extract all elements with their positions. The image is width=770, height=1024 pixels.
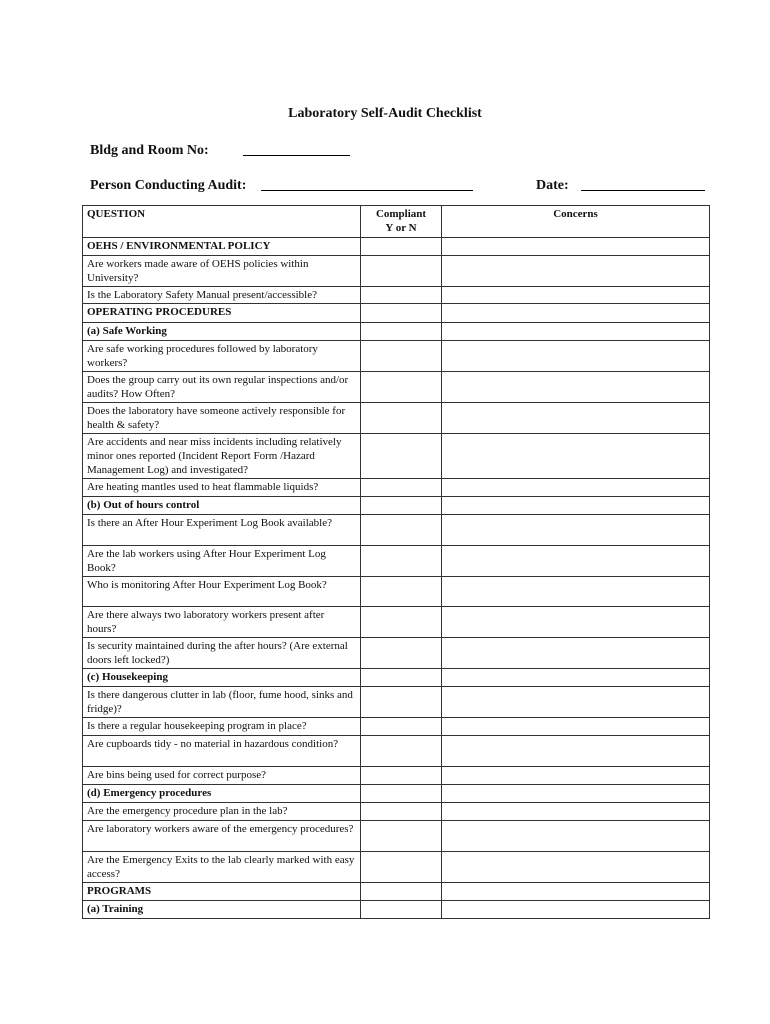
table-row	[83, 372, 710, 403]
table-row	[83, 341, 710, 372]
table-row	[83, 256, 710, 287]
concerns-cell[interactable]	[442, 577, 710, 607]
table-row	[83, 515, 710, 546]
person-conducting-audit-field[interactable]	[261, 190, 473, 191]
concerns-cell[interactable]	[442, 546, 710, 577]
table-row	[83, 718, 710, 736]
question-cell: Does the group carry out its own regular inspections and/or audits? How Often?	[83, 372, 361, 403]
concerns-cell[interactable]	[442, 687, 710, 718]
concerns-cell[interactable]	[442, 736, 710, 767]
compliant-cell[interactable]	[361, 785, 442, 803]
concerns-cell[interactable]	[442, 256, 710, 287]
table-row	[83, 736, 710, 767]
table-row	[83, 638, 710, 669]
compliant-cell[interactable]	[361, 607, 442, 638]
concerns-cell[interactable]	[442, 287, 710, 304]
compliant-cell[interactable]	[361, 821, 442, 852]
compliant-cell[interactable]	[361, 546, 442, 577]
section-heading: (a) Training	[83, 901, 361, 919]
concerns-cell[interactable]	[442, 372, 710, 403]
question-cell: Are there always two laboratory workers present after hours?	[83, 607, 361, 638]
concerns-cell[interactable]	[442, 901, 710, 919]
section-row	[83, 785, 710, 803]
bldg-room-field[interactable]	[243, 155, 350, 156]
compliant-cell[interactable]	[361, 577, 442, 607]
question-cell: Is security maintained during the after hours? (Are external doors left locked?)	[83, 638, 361, 669]
section-heading: (b) Out of hours control	[83, 497, 361, 515]
bldg-room-label: Bldg and Room No:	[90, 143, 209, 158]
audit-checklist-table	[82, 205, 710, 919]
section-heading: PROGRAMS	[83, 883, 361, 901]
compliant-cell[interactable]	[361, 852, 442, 883]
section-heading: OPERATING PROCEDURES	[83, 304, 361, 323]
concerns-cell[interactable]	[442, 479, 710, 497]
compliant-cell[interactable]	[361, 767, 442, 785]
question-cell: Are cupboards tidy - no material in hazardous condition?	[83, 736, 361, 767]
table-row	[83, 434, 710, 479]
table-row	[83, 687, 710, 718]
question-cell: Are heating mantles used to heat flammable liquids?	[83, 479, 361, 497]
section-row	[83, 497, 710, 515]
concerns-cell[interactable]	[442, 718, 710, 736]
section-row	[83, 901, 710, 919]
section-row	[83, 323, 710, 341]
compliant-cell[interactable]	[361, 901, 442, 919]
concerns-cell[interactable]	[442, 669, 710, 687]
compliant-cell[interactable]	[361, 883, 442, 901]
concerns-cell[interactable]	[442, 304, 710, 323]
question-cell: Is there a regular housekeeping program in place?	[83, 718, 361, 736]
concerns-cell[interactable]	[442, 607, 710, 638]
compliant-cell[interactable]	[361, 372, 442, 403]
concerns-cell[interactable]	[442, 803, 710, 821]
table-row	[83, 546, 710, 577]
person-conducting-audit-label: Person Conducting Audit:	[90, 178, 247, 193]
concerns-cell[interactable]	[442, 323, 710, 341]
header-compliant: Compliant Y or N	[361, 206, 442, 238]
compliant-cell[interactable]	[361, 669, 442, 687]
table-row	[83, 852, 710, 883]
compliant-cell[interactable]	[361, 403, 442, 434]
concerns-cell[interactable]	[442, 497, 710, 515]
table-row	[83, 479, 710, 497]
table-row	[83, 577, 710, 607]
date-field[interactable]	[581, 190, 705, 191]
compliant-cell[interactable]	[361, 736, 442, 767]
question-cell: Are accidents and near miss incidents including relatively minor ones reported (Incident Report Form /Hazard Management Log) and investigated?	[83, 434, 361, 479]
compliant-cell[interactable]	[361, 341, 442, 372]
section-heading: (a) Safe Working	[83, 323, 361, 341]
table-row	[83, 821, 710, 852]
compliant-cell[interactable]	[361, 515, 442, 546]
compliant-cell[interactable]	[361, 256, 442, 287]
concerns-cell[interactable]	[442, 821, 710, 852]
compliant-cell[interactable]	[361, 497, 442, 515]
concerns-cell[interactable]	[442, 238, 710, 256]
compliant-cell[interactable]	[361, 638, 442, 669]
question-cell: Does the laboratory have someone actively responsible for health & safety?	[83, 403, 361, 434]
concerns-cell[interactable]	[442, 852, 710, 883]
compliant-cell[interactable]	[361, 803, 442, 821]
document-title: Laboratory Self-Audit Checklist	[288, 106, 482, 121]
question-cell: Are bins being used for correct purpose?	[83, 767, 361, 785]
question-cell: Who is monitoring After Hour Experiment Log Book?	[83, 577, 361, 607]
table-row	[83, 403, 710, 434]
header-concerns: Concerns	[442, 206, 710, 238]
section-heading: (d) Emergency procedures	[83, 785, 361, 803]
compliant-cell[interactable]	[361, 434, 442, 479]
table-header-row	[83, 206, 710, 238]
table-row	[83, 803, 710, 821]
question-cell: Is there dangerous clutter in lab (floor, fume hood, sinks and fridge)?	[83, 687, 361, 718]
table-body	[83, 238, 710, 919]
question-cell: Is the Laboratory Safety Manual present/accessible?	[83, 287, 361, 304]
concerns-cell[interactable]	[442, 767, 710, 785]
concerns-cell[interactable]	[442, 638, 710, 669]
section-row	[83, 883, 710, 901]
table-row	[83, 607, 710, 638]
concerns-cell[interactable]	[442, 403, 710, 434]
concerns-cell[interactable]	[442, 785, 710, 803]
compliant-cell[interactable]	[361, 287, 442, 304]
question-cell: Are workers made aware of OEHS policies within University?	[83, 256, 361, 287]
question-cell: Is there an After Hour Experiment Log Book available?	[83, 515, 361, 546]
concerns-cell[interactable]	[442, 883, 710, 901]
question-cell: Are laboratory workers aware of the emergency procedures?	[83, 821, 361, 852]
compliant-cell[interactable]	[361, 304, 442, 323]
table-row	[83, 287, 710, 304]
compliant-cell[interactable]	[361, 323, 442, 341]
concerns-cell[interactable]	[442, 434, 710, 479]
date-label: Date:	[536, 178, 569, 193]
table-row	[83, 767, 710, 785]
header-question: QUESTION	[83, 206, 361, 238]
concerns-cell[interactable]	[442, 515, 710, 546]
compliant-cell[interactable]	[361, 687, 442, 718]
question-cell: Are the lab workers using After Hour Experiment Log Book?	[83, 546, 361, 577]
compliant-cell[interactable]	[361, 238, 442, 256]
compliant-cell[interactable]	[361, 718, 442, 736]
concerns-cell[interactable]	[442, 341, 710, 372]
section-row	[83, 669, 710, 687]
compliant-cell[interactable]	[361, 479, 442, 497]
question-cell: Are safe working procedures followed by laboratory workers?	[83, 341, 361, 372]
section-heading: OEHS / ENVIRONMENTAL POLICY	[83, 238, 361, 256]
section-heading: (c) Housekeeping	[83, 669, 361, 687]
question-cell: Are the emergency procedure plan in the lab?	[83, 803, 361, 821]
section-row	[83, 304, 710, 323]
section-row	[83, 238, 710, 256]
question-cell: Are the Emergency Exits to the lab clearly marked with easy access?	[83, 852, 361, 883]
